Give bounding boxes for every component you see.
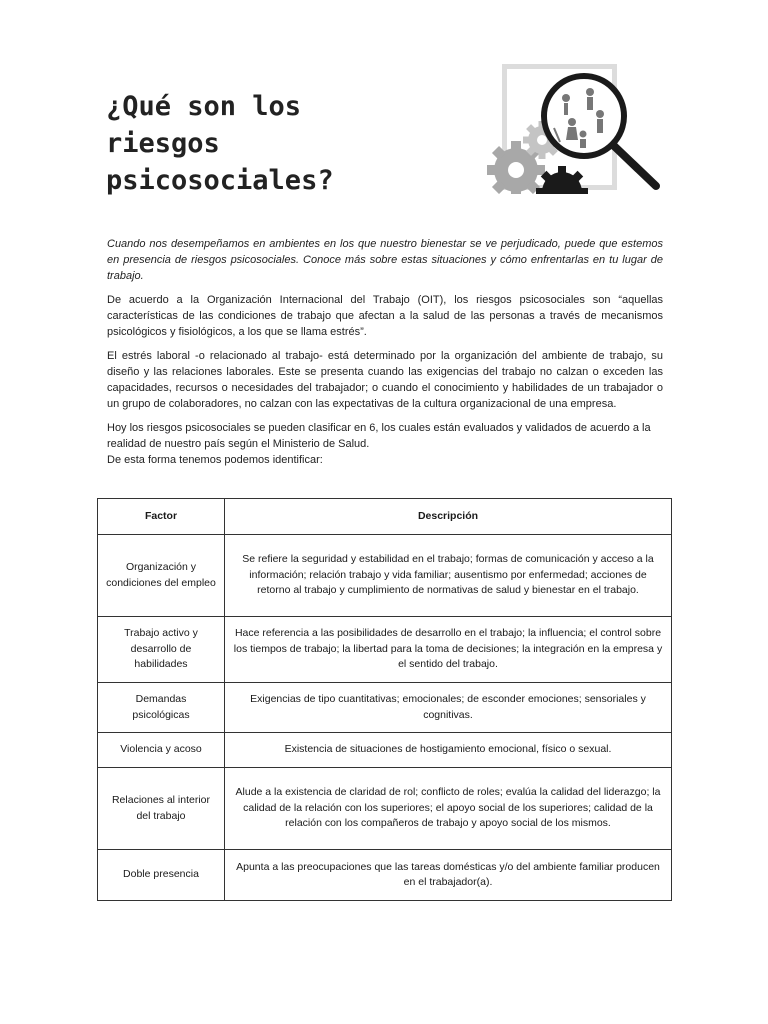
factor-cell: Violencia y acoso (98, 733, 225, 768)
factor-cell: Organización y condiciones del empleo (98, 535, 225, 617)
table-row (98, 768, 672, 850)
factor-cell: Demandas psicológicas (98, 683, 225, 733)
factor-cell: Doble presencia (98, 850, 225, 901)
table-row (98, 683, 672, 733)
identify-text: De esta forma tenemos podemos identificar: (107, 454, 323, 466)
title-line-3: psicosociales? (106, 165, 334, 196)
work-stress-paragraph: El estrés laboral -o relacionado al trabajo- está determinado por la organización del ambiente de trabajo, su diseño y las relaciones laborales. Este se presenta cuando las exigencias del trabajo no calzan o exceden las capacidades, recursos o necesidades del trabajador; o cuando el conocimiento y habilidades de un trabajador o un grupo de colaboradores, no calzan con las expectativas de la cultura organizacional de una empresa. (107, 350, 663, 410)
title-line-1: ¿Qué son los (106, 91, 302, 122)
psychosocial-factors-table (97, 498, 672, 901)
description-cell: Exigencias de tipo cuantitativas; emocionales; de esconder emociones; sensoriales y cognitivas. (225, 683, 672, 733)
description-column-header: Descripción (225, 499, 672, 535)
classification-paragraph (107, 420, 663, 468)
description-cell: Hace referencia a las posibilidades de desarrollo en el trabajo; la influencia; el control sobre los tiempos de trabajo; la libertad para la toma de decisiones; la integración en la empresa y el sentido del trabajo. (225, 617, 672, 683)
article-body (107, 236, 663, 468)
table-header-row (98, 499, 672, 535)
table-row (98, 617, 672, 683)
factor-column-header: Factor (98, 499, 225, 535)
table-row (98, 850, 672, 901)
table-row (98, 535, 672, 617)
description-cell: Se refiere la seguridad y estabilidad en el trabajo; formas de comunicación y acceso a la información; relación trabajo y vida familiar; ausentismo por enfermedad; acciones de retorno al trabajo y cumplimiento de normativas de salud y bienestar en el trabajo. (225, 535, 672, 617)
description-cell: Apunta a las preocupaciones que las tareas domésticas y/o del ambiente familiar producen en el trabajador(a). (225, 850, 672, 901)
magnifier-gears-illustration (484, 52, 664, 194)
factor-cell: Relaciones al interior del trabajo (98, 768, 225, 850)
title-line-2: riesgos (106, 128, 220, 159)
factor-cell: Trabajo activo y desarrollo de habilidades (98, 617, 225, 683)
classification-text: Hoy los riesgos psicosociales se pueden clasificar en 6, los cuales están evaluados y validados de acuerdo a la realidad de nuestro país según el Ministerio de Salud. (107, 422, 651, 450)
table-row (98, 733, 672, 768)
oit-definition-paragraph: De acuerdo a la Organización Internacional del Trabajo (OIT), los riesgos psicosociales son “aquellas características de las condiciones de trabajo que afectan a la salud de las personas a través de mecanismos psicológicos y fisiológicos, a los que se llama estrés”. (107, 294, 663, 338)
intro-paragraph: Cuando nos desempeñamos en ambientes en los que nuestro bienestar se ve perjudicado, puede que estemos en presencia de riesgos psicosociales. Conoce más sobre estas situaciones y cómo enfrentarlas en tu lugar de trabajo. (107, 238, 663, 282)
page-title (106, 88, 436, 199)
description-cell: Alude a la existencia de claridad de rol; conflicto de roles; evalúa la calidad del liderazgo; la calidad de la relación con los superiores; el apoyo social de los superiores; calidad de la relación con los compañeros de trabajo y apoyo social de los mismos. (225, 768, 672, 850)
description-cell: Existencia de situaciones de hostigamiento emocional, físico o sexual. (225, 733, 672, 768)
